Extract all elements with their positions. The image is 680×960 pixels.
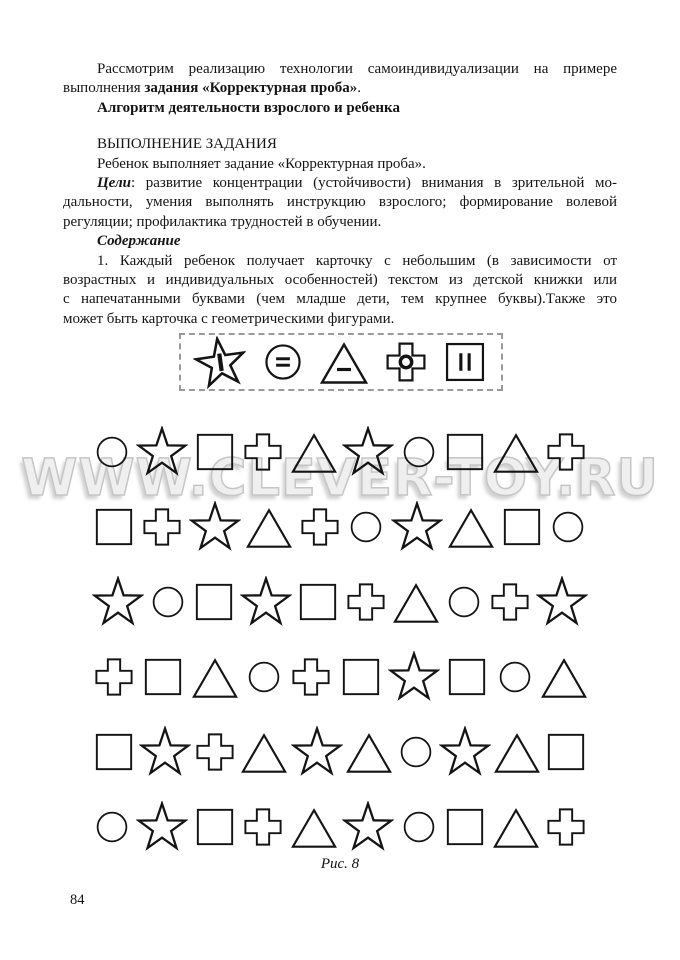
text-segment: Рассмотрим реализацию технологии самоиндивидуализации на примере [97,61,617,77]
paragraph-line [63,290,617,309]
cross-icon [488,580,532,624]
text-segment: дальности, умения выполнять инструкцию взрослого; формирование волевой [63,194,617,211]
square-icon [92,730,136,774]
circle-icon [399,807,439,847]
star-with-vbar-icon [194,336,247,389]
square-icon [192,580,236,624]
shape-row-2 [92,499,588,555]
star-icon [536,576,588,628]
circle-icon [148,582,188,622]
circle-icon [548,507,588,547]
circle-icon [92,432,132,472]
text-segment: с напечатанными буквами (чем младше дети, тем крупнее буквы).Также это [63,291,617,308]
triangle-icon [290,428,338,476]
blank-line [63,118,617,135]
triangle-icon [240,728,288,776]
circle-with-equals-icon [260,339,306,385]
triangle-icon [191,653,239,701]
text-segment: Ребенок выполняет задание «Корректурная проба». [97,155,426,172]
square-icon [443,430,487,474]
legend-box [179,333,503,391]
text-segment: ВЫПОЛНЕНИЕ ЗАДАНИЯ [97,136,277,153]
cross-icon [298,505,342,549]
star-icon [439,726,491,778]
figure-caption: Рис. 8 [320,856,360,872]
body-text [63,60,617,329]
shape-grid [92,424,588,874]
cross-icon [544,805,588,849]
square-icon [500,505,544,549]
section-heading [63,135,617,154]
shape-row-5 [92,724,588,780]
star-icon [92,576,144,628]
cross-icon [193,730,237,774]
watermark: WWW.CLEVER-TOY.RU [21,449,659,508]
square-icon [445,655,489,699]
text-segment: 1. Каждый ребенок получает карточку с небольшим (в зависимости от [97,252,617,269]
circle-icon [244,657,284,697]
triangle-icon [493,728,541,776]
text-segment-bold: задания «Корректурная проба» [144,80,358,97]
paragraph-line [63,310,617,329]
star-icon [136,801,188,853]
shape-row-1 [92,424,588,480]
cross-icon [544,430,588,474]
cross-icon [241,430,285,474]
text-segment: может быть карточка с геометрическими фигурами. [63,310,395,327]
star-icon [388,651,440,703]
square-icon [296,580,340,624]
cross-icon [241,805,285,849]
triangle-icon [492,803,540,851]
content-label [63,232,617,251]
star-icon [342,426,394,478]
square-with-pause-icon [442,339,488,385]
text-segment: Алгоритм деятельности взрослого и ребенка [97,99,400,116]
triangle-with-dash-icon [319,337,369,387]
circle-icon [399,432,439,472]
triangle-icon [345,728,393,776]
square-icon [339,655,383,699]
cross-icon [289,655,333,699]
text-segment: : развитие концентрации (устойчивости) внимания в зрительной мо- [131,175,617,192]
algorithm-heading [63,99,617,118]
paragraph-line [63,60,617,79]
page-number: 84 [70,892,85,908]
star-icon [342,801,394,853]
triangle-icon [245,503,293,551]
star-icon [139,726,191,778]
goals-label: Цели [97,175,131,192]
star-icon [291,726,343,778]
star-icon [136,426,188,478]
star-icon [391,501,443,553]
text-segment: выполнения [63,80,145,97]
square-icon [443,805,487,849]
square-icon [544,730,588,774]
cross-with-dot-circle-icon [383,339,429,385]
text-segment: . [357,80,362,97]
paragraph-line [63,155,617,174]
shape-row-3 [92,574,588,630]
paragraph-line [63,213,617,232]
paragraph-line [63,79,617,98]
shape-row-6 [92,799,588,855]
square-icon [193,805,237,849]
triangle-icon [392,578,440,626]
circle-icon [92,807,132,847]
circle-icon [495,657,535,697]
paragraph-line [63,271,617,290]
cross-icon [344,580,388,624]
text-segment: Содержание [97,233,181,250]
shape-row-4 [92,649,588,705]
circle-icon [396,732,436,772]
circle-icon [444,582,484,622]
paragraph-line [63,193,617,212]
cross-icon [140,505,184,549]
triangle-icon [447,503,495,551]
square-icon [141,655,185,699]
square-icon [92,505,136,549]
text-segment: возрастных и индивидуальных особенностей) текстом из детской книжки или [63,272,617,289]
square-icon [193,430,237,474]
triangle-icon [492,428,540,476]
circle-icon [346,507,386,547]
triangle-icon [540,653,588,701]
cross-icon [92,655,136,699]
triangle-icon [290,803,338,851]
text-segment: регуляции; профилактика трудностей в обучении. [63,213,382,230]
star-icon [189,501,241,553]
star-icon [240,576,292,628]
goals-line [63,174,617,193]
paragraph-line [63,252,617,271]
